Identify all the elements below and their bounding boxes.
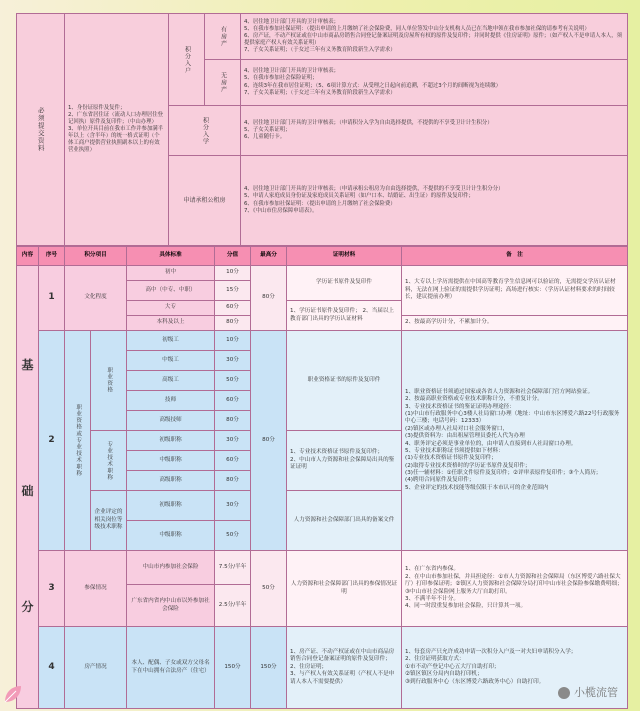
r2-score1-3: 60分 xyxy=(215,391,251,411)
has-house-text: 4、居住地卫计部门开具的卫计审核表； 5、在我市参加社保证明：（提出申请的上月缴纳了社会保险费，同人单位签发中山分支机构人员已在当地申领在我市参加社保的请参考有关说明） 6、房产证，不动产权证或在中山市商品房销售合同登记备案证明及房屋所有权的原件及复印件；并同时提供《住房证明》原件；（如产权人不是申请人本人，须提供家庭产权人有效关系证明） 7、子女关系证明；（于女过三年有义务教育阶段新生入学需求） xyxy=(241,14,628,60)
r2-note: 1、职业资格证书须通过国家或各省人力资源和社会保障部门官方网站验证。 2、按最高职业资格或专业技术职称计分，不重复计分。 3、专业技术资格证书的鉴证证明办理途径： (1)中山市行政服务中心3楼人社局窗口办理（地址：中山市东区博爱六路22号行政服务中心三楼；电话号码：12333） (2)镇区或办理人社局对口社会服务窗口， (3)提供资料为：由出租屋管理员委托人代为办理 4、职务评定必须是事业单位的，由申请人直接到市人社局窗口办理。 5、专业技术职称证书须提供如下材料： (1)专业技术资格证书原件及复印件； (2)取得专业技术资格时的学历证书原件及复印件； (3)任一辅材料：①任职文件原件及复印件；②评审表原件复印件；③个人简历； (4)聘用合同原件及复印件； 5、企业评定的技术技能等级仅限于本市认可的企业范围内 xyxy=(402,331,628,551)
watermark-text: 小榄流管 xyxy=(574,686,618,699)
no-house-label: 无房产 xyxy=(205,60,241,106)
r2-score2-2: 80分 xyxy=(215,471,251,491)
header-standard: 具体标准 xyxy=(127,247,215,266)
required-documents-table xyxy=(16,13,628,246)
r2-mat-a: 职业资格证书的原件及复印件 xyxy=(287,331,402,431)
r1-item: 文化程度 xyxy=(65,266,127,331)
r2-score1-4: 80分 xyxy=(215,411,251,431)
required-documents-text: 1、身份证原件及复件； 2、广东省居住证（流动人口办理居住登记回执）原件及复印件；（中山办理） 3、单位开具目前在我市工作并参加满半年以上（含半年）的统一格式证明（个体工商户提供营业执照副本以上的有效营业执照） xyxy=(65,14,169,246)
r3-score-1: 2.5分/半年 xyxy=(215,585,251,627)
header-item: 积分项目 xyxy=(65,247,127,266)
r1-score-1: 15分 xyxy=(215,281,251,301)
r1-std-0: 初中 xyxy=(127,266,215,281)
r2-mat-c: 人力资源和社会保障部门出具的备案文件 xyxy=(287,491,402,551)
r3-std-0: 中山市内参加社会保险 xyxy=(127,551,215,585)
r2-sub1: 职业资格 xyxy=(91,331,127,431)
r2-std2-2: 高级职称 xyxy=(127,471,215,491)
policy-table xyxy=(16,13,627,703)
r4-num: 4 xyxy=(39,627,65,709)
r2-score2-1: 60分 xyxy=(215,451,251,471)
has-house-label: 有房产 xyxy=(205,14,241,60)
r3-mat: 人力资源和社会保障部门出具的参保情况证明 xyxy=(287,551,402,627)
r2-item: 职业资格或专业技术职称 xyxy=(65,331,91,551)
required-documents-label: 必须提交资料 xyxy=(17,14,65,246)
r1-note-b: 2、按最高学历计分，不累加计分。 xyxy=(402,316,628,331)
r4-max: 150分 xyxy=(251,627,287,709)
r4-std: 本人、配偶、子女或双方父母名下在中山拥有合法房产（住宅） xyxy=(127,627,215,709)
r3-item: 参保情况 xyxy=(65,551,127,627)
r2-num: 2 xyxy=(39,331,65,551)
r4-mat: 1、房产证、不动产权证或在中山市商品房销售合同登记备案证明的原件及复印件； 2、住房证明； 3、与产权人有效关系证明（产权人不是申请人本人不需要提供） xyxy=(287,627,402,709)
r1-mat-b: 1、学历证书原件及复印件； 2、当届以上教育部门出具的学历认证材料 xyxy=(287,301,402,331)
r1-std-1: 高中（中专、中职） xyxy=(127,281,215,301)
r1-num: 1 xyxy=(39,266,65,331)
left-char-3: 分 xyxy=(21,599,34,614)
r1-std-3: 本科及以上 xyxy=(127,316,215,331)
r3-std-1: 广东省内省内中山市以外参加社会保险 xyxy=(127,585,215,627)
r2-sub2: 专业技术职称 xyxy=(91,431,127,491)
no-house-text: 4、居住地卫计部门开具的卫计审核表； 5、在我市参加社会保险证明； 6、连续3年在我市居住证明；（5、6项计算方式：从受理之日起向前追溯，不超过3个月的间断视为连续缴） 7、子女关系证明；（于女过三年有义务教育阶段新生入学需求） xyxy=(241,60,628,106)
r3-note: 1、在广东省内参保。 2、在中山市参加社保，并具担途径：①市人力资源和社会保障局（东区博爱六路社保大厅）打印参保证明；②镇区人力资源和社会保障分局打印中山市社会保险参保缴费明细；③中山市社会保险网上服务大厅自助打印。 3、不满半年不计分。 4、同一时段重复参加社会保险，只计算其一项。 xyxy=(402,551,628,627)
watermark xyxy=(558,684,618,700)
header-seq: 序号 xyxy=(39,247,65,266)
r2-std2-0: 初级职称 xyxy=(127,431,215,451)
r1-mat-a: 学历证书原件及复印件 xyxy=(287,266,402,301)
r1-note-a: 1、大专以上学历需提供在中国高等教育学生信息网可以验证的，无需提交学历认证材料，无法在网上验证的需提供学历证明；高场进行核实：（学历认证材料要求的时间较长，建议提前办理） xyxy=(402,266,628,316)
rent-label: 申请承租公租房 xyxy=(169,156,241,246)
r1-max: 80分 xyxy=(251,266,287,331)
r2-std1-2: 高级工 xyxy=(127,371,215,391)
left-char-2: 础 xyxy=(21,484,34,499)
r2-score2-0: 30分 xyxy=(215,431,251,451)
r2-std1-4: 高级技师 xyxy=(127,411,215,431)
points-school-text: 4、居住地卫计部门开具的卫计审核表；（申请积分入学为自由选择提供，不提供的不享受卫计计生积分） 5、子女关系证明； 6、儿童随行卡。 xyxy=(241,106,628,156)
wechat-icon xyxy=(558,687,570,699)
r2-score1-2: 50分 xyxy=(215,371,251,391)
r4-note: 1、每套房产只允许成功申请一次积分入户及一对夫妇申请积分入学； 2、住房证明获取方式： ①市不动产登记中心五大厅自助打印； ②镇区镇区分局内自助打印机； ③到行政服务中心（东区博爱六路政务中心）自助打印。 xyxy=(402,627,628,709)
r2-std1-3: 技师 xyxy=(127,391,215,411)
r2-std3-0: 初级职称 xyxy=(127,491,215,521)
r1-score-0: 10分 xyxy=(215,266,251,281)
r4-item: 房产情况 xyxy=(65,627,127,709)
header-content: 内容 xyxy=(17,247,39,266)
header-score: 分值 xyxy=(215,247,251,266)
r3-num: 3 xyxy=(39,551,65,627)
header-row xyxy=(17,247,628,266)
r2-mat-b: 1、专业技术资格证书原件及复印件； 2、中山市人力资源和社会保障局出具的鉴证证明 xyxy=(287,431,402,491)
basic-score-label xyxy=(17,266,39,709)
r3-max: 50分 xyxy=(251,551,287,627)
header-notes: 备 注 xyxy=(402,247,628,266)
r2-std2-1: 中级职称 xyxy=(127,451,215,471)
r2-score3-1: 50分 xyxy=(215,521,251,551)
scoring-table xyxy=(16,246,628,709)
rent-text: 4、居住地卫计部门开具的卫计审核表；（申请承租公租房为自由选择提供，不提供的不享受卫计计生积分分） 5、申请人家庭成员身份证及家庭成员关系证明（如户口本、结婚证、出生证）的原件及复印件； 6、在我市参加社保证明：（提出申请的上月缴纳了社会保险费） 7、《中山市住房保障申请表》。 xyxy=(241,156,628,246)
header-max: 最高分 xyxy=(251,247,287,266)
r3-score-0: 7.5分/半年 xyxy=(215,551,251,585)
r2-score3-0: 30分 xyxy=(215,491,251,521)
r2-score1-1: 30分 xyxy=(215,351,251,371)
r1-std-2: 大专 xyxy=(127,301,215,316)
points-entry-label: 积分入户 xyxy=(169,14,205,106)
r2-std3-1: 中级职称 xyxy=(127,521,215,551)
leaf-logo-icon xyxy=(2,683,24,705)
r2-sub3: 企业评定的相关岗位等级技术职称 xyxy=(91,491,127,551)
left-char-1: 基 xyxy=(21,358,34,373)
r2-score1-0: 10分 xyxy=(215,331,251,351)
r2-std1-0: 初级工 xyxy=(127,331,215,351)
header-materials: 证明材料 xyxy=(287,247,402,266)
r1-score-3: 80分 xyxy=(215,316,251,331)
points-school-label: 积分入学 xyxy=(169,106,241,156)
r2-max: 80分 xyxy=(251,331,287,551)
r1-score-2: 60分 xyxy=(215,301,251,316)
r2-std1-1: 中级工 xyxy=(127,351,215,371)
r4-score: 150分 xyxy=(215,627,251,709)
